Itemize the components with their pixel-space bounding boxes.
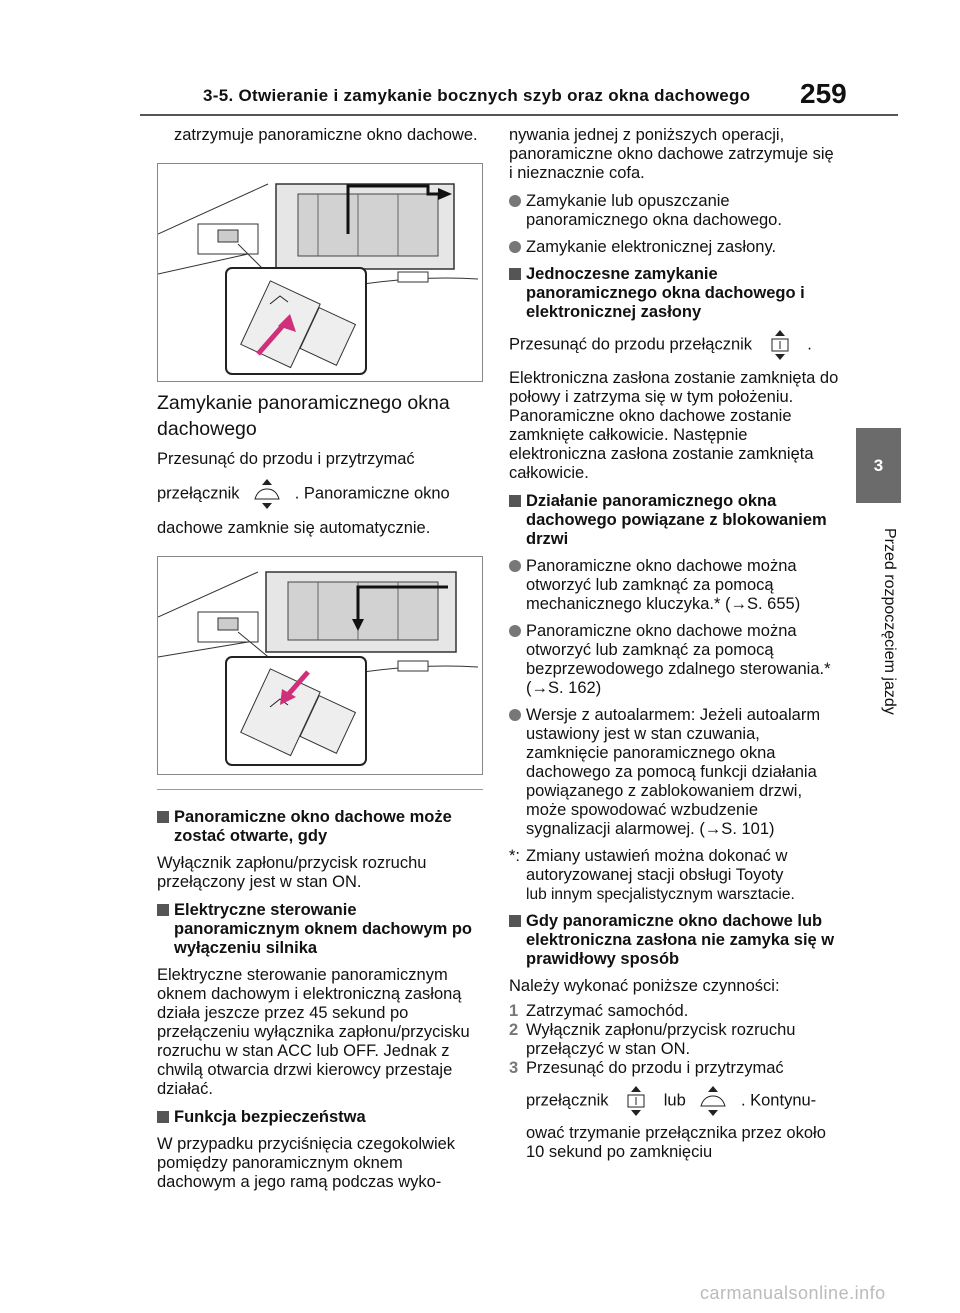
chapter-tab: 3 — [856, 428, 901, 503]
watermark: carmanualsonline.info — [700, 1283, 886, 1303]
step-item: 3 Przesunąć do przodu i przytrzymać — [509, 1059, 784, 1077]
right-column — [509, 126, 839, 1162]
header-divider — [140, 114, 898, 116]
curtain-switch-icon — [696, 1086, 730, 1116]
square-bullet-icon — [157, 1111, 169, 1123]
car-interior-drawing-icon — [158, 164, 482, 381]
figure-caption: Zamykanie panoramicznego okna dachowego — [157, 392, 450, 440]
section-body: Wyłącznik zapłonu/przycisk rozruchu przełączony jest w stan ON. — [157, 854, 427, 891]
circle-bullet-icon — [509, 709, 521, 721]
circle-bullet-icon — [509, 241, 521, 253]
instruction-word: przełącznik — [157, 484, 240, 503]
step-continuation: przełącznik lub . Kontynu- — [509, 1086, 839, 1116]
section-heading: Elektryczne sterowanie panoramicznym oknem dachowym po wyłączeniu silnika — [157, 901, 483, 958]
section-heading: Działanie panoramicznego okna dachowego powiązane z blokowaniem drzwi — [509, 492, 839, 549]
roof-switch-icon — [619, 1086, 653, 1116]
list-item: Panoramiczne okno dachowe można otworzyć lub zamknąć za pomocą bezprzewodowego zdalnego sterowania.* (→S. 162) — [509, 622, 839, 698]
square-bullet-icon — [509, 495, 521, 507]
section-heading: Jednoczesne zamykanie panoramicznego okna dachowego i elektronicznej zasłony — [509, 265, 839, 322]
list-item: Zamykanie elektronicznej zasłony. — [509, 238, 839, 257]
section-body: Należy wykonać poniższe czynności: — [509, 977, 780, 995]
square-bullet-icon — [509, 268, 521, 280]
chapter-label: Przed rozpoczęciem jazdy — [881, 527, 898, 715]
instruction-tail: . Panoramiczne okno — [294, 484, 450, 503]
step-number: 3 — [509, 1059, 519, 1077]
section-heading: Gdy panoramiczne okno dachowe lub elektroniczna zasłona nie zamyka się w prawidłowy sposób — [509, 912, 839, 969]
curtain-switch-icon — [250, 479, 284, 509]
list-item: Wersje z autoalarmem: Jeżeli autoalarm ustawiony jest w stan czuwania, zamknięcie panoramicznego okna dachowego za pomocą funkcji działania powiązanego z zablokowaniem drzwi, może spowodować wzbudzenie sygnalizacji alarmowej. (→S. 101) — [509, 706, 839, 839]
section-heading: Panoramiczne okno dachowe może zostać otwarte, gdy — [157, 808, 483, 846]
left-column — [157, 126, 483, 1201]
roof-closing-illustration-2 — [157, 556, 483, 775]
step-continuation: ować trzymanie przełącznika przez około 10 sekund po zamknięciu — [526, 1124, 826, 1161]
section-divider — [157, 789, 483, 790]
roof-closing-illustration-1 — [157, 163, 483, 382]
right-intro: nywania jednej z poniższych operacji, panoramiczne okno dachowe zatrzymuje się i nieznacznie cofa. — [509, 126, 834, 182]
list-item: Zamykanie lub opuszczanie panoramicznego okna dachowego. — [509, 192, 839, 230]
step-item: 1 Zatrzymać samochód. — [509, 1002, 689, 1020]
square-bullet-icon — [157, 904, 169, 916]
section-heading: Funkcja bezpieczeństwa — [157, 1108, 483, 1127]
section-body: W przypadku przyciśnięcia czegokolwiek pomiędzy panoramicznym oknem dachowym a jego ramą podczas wyko- — [157, 1135, 456, 1191]
circle-bullet-icon — [509, 625, 521, 637]
instruction-line-3: dachowe zamknie się automatycznie. — [157, 519, 431, 537]
footnote-mark: *: — [509, 847, 521, 865]
left-intro: zatrzymuje panoramiczne okno dachowe. — [174, 126, 478, 144]
square-bullet-icon — [509, 915, 521, 927]
car-interior-drawing-icon — [158, 557, 482, 774]
page-number: 259 — [800, 78, 847, 109]
running-header: 3-5. Otwieranie i zamykanie bocznych szyb oraz okna dachowego — [203, 86, 751, 105]
step-item: 2 Wyłącznik zapłonu/przycisk rozruchu przełączyć w stan ON. — [509, 1021, 796, 1058]
section-body: Elektryczne sterowanie panoramicznym oknem dachowym i elektroniczną zasłoną działa jeszcze przez 45 sekund po przełączeniu wyłącznika zapłonu/przycisku rozruchu w stan ACC lub OFF. Jednak z chwilą otwarcia drzwi kierowcy przestaje działać. — [157, 966, 470, 1098]
footnote: *: Zmiany ustawień można dokonać w autoryzowanej stacji obsługi Toyoty lub innym specjalistycznym warsztacie. — [509, 847, 795, 903]
instruction-line-1: Przesunąć do przodu i przytrzymać — [157, 450, 415, 468]
square-bullet-icon — [157, 811, 169, 823]
circle-bullet-icon — [509, 560, 521, 572]
section-body: Elektroniczna zasłona zostanie zamknięta do połowy i zatrzyma się w tym położeniu. Panoramiczne okno dachowe zostanie zamknięte całkowicie. Następnie elektroniczna zasłona zostanie zamknięta całkowicie. — [509, 369, 839, 482]
instruction-line-2 — [157, 479, 483, 509]
step-number: 1 — [509, 1002, 519, 1020]
circle-bullet-icon — [509, 195, 521, 207]
section-body: Przesunąć do przodu przełącznik . — [509, 330, 839, 360]
step-number: 2 — [509, 1021, 519, 1039]
list-item: Panoramiczne okno dachowe można otworzyć lub zamknąć za pomocą mechanicznego kluczyka.* (→S. 655) — [509, 557, 839, 614]
roof-switch-icon — [763, 330, 797, 360]
